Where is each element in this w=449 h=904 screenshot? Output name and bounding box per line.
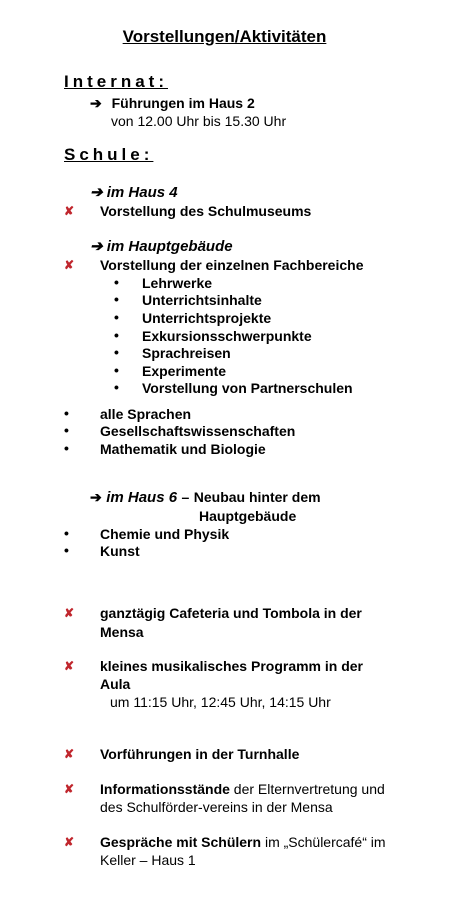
bullet-icon: •	[64, 405, 69, 421]
list-item: Vorstellung von Partnerschulen	[142, 380, 353, 396]
list-item: Exkursionsschwerpunkte	[142, 328, 312, 344]
cross-icon: ✘	[64, 606, 75, 620]
bullet-icon: •	[114, 362, 119, 378]
gym-item: Vorführungen in der Turnhalle	[100, 746, 300, 762]
bullet-icon: •	[114, 327, 119, 343]
list-item: Sprachreisen	[142, 345, 231, 361]
internat-tour: ➔ Führungen im Haus 2	[90, 95, 255, 111]
bullet-icon: •	[64, 422, 69, 438]
internat-heading: Internat:	[64, 72, 168, 91]
list-item: Unterrichtsprojekte	[142, 310, 272, 326]
haus4-heading: ➔ im Haus 4	[90, 184, 178, 201]
music-line2: Aula	[100, 676, 131, 692]
cross-icon: ✘	[64, 835, 75, 849]
list-item: Chemie und Physik	[100, 526, 230, 542]
bullet-icon: •	[64, 440, 69, 456]
haus4-item: Vorstellung des Schulmuseums	[100, 203, 312, 219]
arrow-icon: ➔	[90, 238, 103, 255]
talks-line2: Keller – Haus 1	[100, 852, 196, 868]
bullet-icon: •	[114, 274, 119, 290]
talks-line1: Gespräche mit Schülern im „Schülercafé“ im	[100, 834, 386, 850]
bullet-icon: •	[114, 379, 119, 395]
list-item: alle Sprachen	[100, 406, 192, 422]
list-item: Experimente	[142, 363, 227, 379]
music-line1: kleines musikalisches Programm in der	[100, 658, 364, 674]
cafeteria-line1: ganztägig Cafeteria und Tombola in der	[100, 605, 362, 621]
internat-time: von 12.00 Uhr bis 15.30 Uhr	[111, 113, 287, 129]
cross-icon: ✘	[64, 747, 75, 761]
haupt-heading: ➔ im Hauptgebäude	[90, 238, 233, 255]
list-item: Lehrwerke	[142, 275, 213, 291]
list-item: Kunst	[100, 543, 140, 559]
list-item: Mathematik und Biologie	[100, 441, 266, 457]
arrow-icon: ➔	[90, 95, 102, 111]
info-line1: Informationsstände der Elternvertretung und	[100, 781, 385, 797]
cross-icon: ✘	[64, 258, 75, 272]
haus6-heading: ➔ im Haus 6 – Neubau hinter dem	[90, 489, 321, 506]
list-item: Gesellschaftswissenschaften	[100, 423, 296, 439]
cross-icon: ✘	[64, 204, 75, 218]
page-title: Vorstellungen/Aktivitäten	[122, 27, 327, 46]
bullet-icon: •	[64, 525, 69, 541]
schule-heading: Schule:	[64, 145, 154, 164]
arrow-icon: ➔	[90, 489, 102, 505]
bullet-icon: •	[114, 291, 119, 307]
cafeteria-line2: Mensa	[100, 624, 144, 640]
cross-icon: ✘	[64, 782, 75, 796]
music-times: um 11:15 Uhr, 12:45 Uhr, 14:15 Uhr	[110, 694, 331, 710]
cross-icon: ✘	[64, 659, 75, 673]
bullet-icon: •	[114, 309, 119, 325]
arrow-icon: ➔	[90, 184, 103, 201]
haupt-item: Vorstellung der einzelnen Fachbereiche	[100, 257, 364, 273]
haus6-note: Hauptgebäude	[199, 508, 297, 524]
bullet-icon: •	[114, 344, 119, 360]
bullet-icon: •	[64, 542, 69, 558]
list-item: Unterrichtsinhalte	[142, 292, 262, 308]
info-line2: des Schulförder-vereins in der Mensa	[100, 799, 333, 815]
